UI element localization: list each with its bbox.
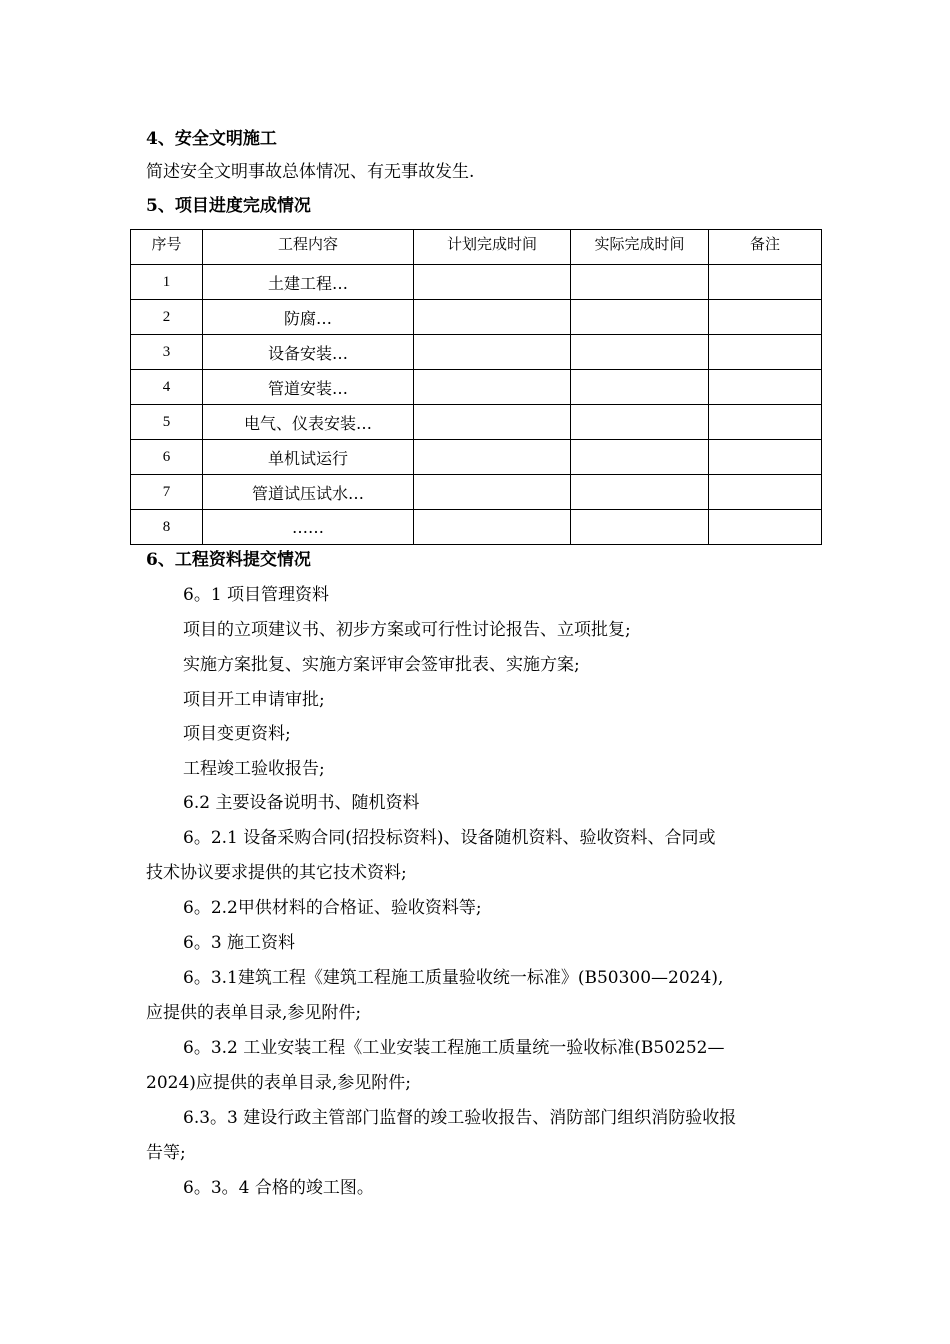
table-row	[131, 510, 822, 545]
body-line: 项目变更资料;	[183, 724, 291, 744]
subsection-6-1-title: 6。1 项目管理资料	[183, 585, 330, 605]
cell-content: 单机试运行	[203, 440, 414, 475]
cell-no: 2	[131, 300, 203, 335]
cell-content: 电气、仪表安装…	[203, 405, 414, 440]
cell-note	[709, 510, 822, 545]
subsection-6-2-title: 6.2 主要设备说明书、随机资料	[183, 793, 420, 813]
header-plan-time: 计划完成时间	[414, 230, 571, 265]
header-actual-time: 实际完成时间	[571, 230, 709, 265]
table-header-row	[131, 230, 822, 265]
cell-note	[709, 370, 822, 405]
header-note: 备注	[709, 230, 822, 265]
cell-actual-time	[571, 405, 709, 440]
section-4-heading: 4、安全文明施工	[146, 129, 277, 149]
body-line: 6。2.2甲供材料的合格证、验收资料等;	[183, 898, 482, 918]
body-line: 项目的立项建议书、初步方案或可行性讨论报告、立项批复;	[183, 620, 631, 640]
cell-plan-time	[414, 335, 571, 370]
cell-plan-time	[414, 370, 571, 405]
header-no: 序号	[131, 230, 203, 265]
cell-note	[709, 265, 822, 300]
cell-note	[709, 440, 822, 475]
body-line: 6。3.1建筑工程《建筑工程施工质量验收统一标准》(B50300—2024),	[183, 968, 724, 988]
section-6-heading: 6、工程资料提交情况	[146, 550, 311, 570]
cell-plan-time	[414, 475, 571, 510]
cell-content: 土建工程…	[203, 265, 414, 300]
body-line: 技术协议要求提供的其它技术资料;	[146, 863, 407, 883]
body-line: 6.3。3 建设行政主管部门监督的竣工验收报告、消防部门组织消防验收报	[183, 1108, 737, 1128]
cell-no: 6	[131, 440, 203, 475]
body-line: 工程竣工验收报告;	[183, 759, 325, 779]
cell-plan-time	[414, 440, 571, 475]
cell-content: 管道试压试水…	[203, 475, 414, 510]
table-row	[131, 370, 822, 405]
section-5-heading: 5、项目进度完成情况	[146, 196, 311, 216]
cell-actual-time	[571, 335, 709, 370]
cell-actual-time	[571, 300, 709, 335]
table-row	[131, 405, 822, 440]
cell-content: 管道安装…	[203, 370, 414, 405]
subsection-6-3-title: 6。3 施工资料	[183, 933, 296, 953]
cell-no: 4	[131, 370, 203, 405]
table-row	[131, 475, 822, 510]
cell-plan-time	[414, 405, 571, 440]
cell-no: 1	[131, 265, 203, 300]
body-line: 实施方案批复、实施方案评审会签审批表、实施方案;	[183, 655, 580, 675]
cell-plan-time	[414, 265, 571, 300]
cell-actual-time	[571, 510, 709, 545]
cell-no: 3	[131, 335, 203, 370]
cell-plan-time	[414, 300, 571, 335]
body-line: 项目开工申请审批;	[183, 690, 325, 710]
cell-actual-time	[571, 440, 709, 475]
body-line: 6。3.2 工业安装工程《工业安装工程施工质量统一验收标准(B50252—	[183, 1038, 725, 1058]
cell-plan-time	[414, 510, 571, 545]
body-line: 6。3。4 合格的竣工图。	[183, 1178, 374, 1198]
cell-note	[709, 300, 822, 335]
cell-actual-time	[571, 370, 709, 405]
cell-note	[709, 475, 822, 510]
cell-content: 设备安装…	[203, 335, 414, 370]
cell-no: 7	[131, 475, 203, 510]
table-row	[131, 335, 822, 370]
cell-no: 8	[131, 510, 203, 545]
header-content: 工程内容	[203, 230, 414, 265]
progress-table	[130, 229, 822, 545]
cell-note	[709, 405, 822, 440]
cell-content: ……	[203, 510, 414, 545]
table-row	[131, 265, 822, 300]
table-row	[131, 300, 822, 335]
body-line: 应提供的表单目录,参见附件;	[146, 1003, 362, 1023]
cell-actual-time	[571, 475, 709, 510]
body-line: 6。2.1 设备采购合同(招投标资料)、设备随机资料、验收资料、合同或	[183, 828, 716, 848]
section-4-text: 简述安全文明事故总体情况、有无事故发生.	[146, 162, 475, 182]
cell-actual-time	[571, 265, 709, 300]
cell-no: 5	[131, 405, 203, 440]
cell-note	[709, 335, 822, 370]
body-line: 告等;	[146, 1143, 186, 1163]
cell-content: 防腐…	[203, 300, 414, 335]
table-row	[131, 440, 822, 475]
body-line: 2024)应提供的表单目录,参见附件;	[146, 1073, 412, 1093]
